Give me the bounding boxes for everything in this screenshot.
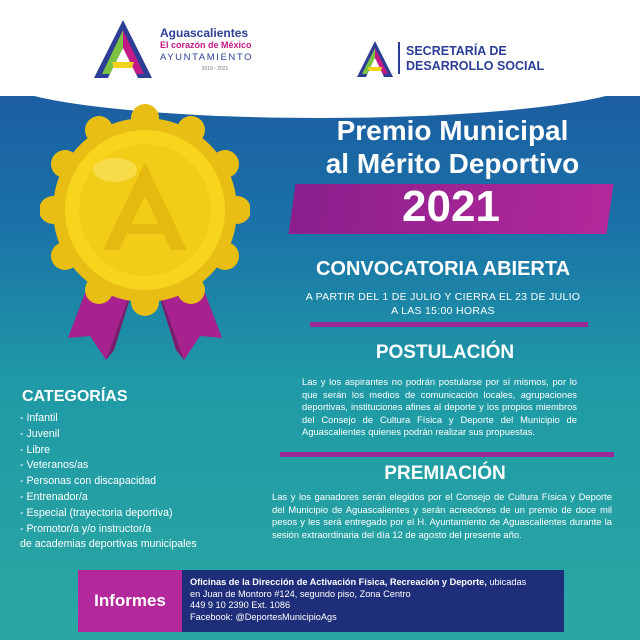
postulacion-title: POSTULACIÓN: [375, 342, 515, 363]
informes-address: en Juan de Montoro #124, segundo piso, Zona Centro: [190, 588, 411, 599]
premiacion-text: Las y los ganadores serán elegidos por el Consejo de Cultura Física y Deporte del Municipio de Aguascalientes y serán acreedores de un premio de doce mil pesos y les será entregado por el H. Ayuntamiento de Aguascalientes durante la sesión extraordinaria del día 12 de agosto del presente año.: [272, 491, 612, 540]
informes-office: Oficinas de la Dirección de Activación Física, Recreación y Deporte,: [190, 577, 487, 587]
award-title-line2: al Mérito Deportivo: [325, 148, 580, 179]
convocatoria-dates-line2: A LAS 15:00 HORAS: [391, 305, 495, 317]
categorias-title: CATEGORÍAS: [22, 388, 128, 405]
premiacion-title: PREMIACIÓN: [384, 463, 506, 484]
secretaria-divider: [398, 42, 400, 74]
secretaria-name: [406, 44, 544, 74]
secretaria-line1: SECRETARÍA DE: [406, 44, 507, 58]
convocatoria-dates-line1: A PARTIR DEL 1 DE JULIO Y CIERRA EL 23 DE JULIO: [305, 291, 581, 303]
ayuntamiento-logo-icon: [92, 18, 154, 80]
informes-phone: 449 9 10 2390 Ext. 1086: [190, 600, 291, 611]
list-item: - Veteranos/as: [20, 459, 89, 472]
postulacion-text: Las y los aspirantes no podrán postularse por sí mismos, por lo que serán los medios de comunicación locales, agrupaciones deportivas, instituciones afines al deporte y los propios miembros del Consejo de Cultura Física y Deporte del Municipio de Aguascalientes quienes podrán realizar sus propuestas.: [302, 376, 577, 438]
list-item: - Entrenador/a: [20, 490, 88, 503]
divider-bar: [280, 452, 614, 457]
list-item: de academias deportivas municipales: [20, 538, 197, 551]
informes-facebook: Facebook: @DeportesMunicipioAgs: [190, 611, 337, 622]
award-title: [280, 114, 625, 180]
award-title-line1: Premio Municipal: [336, 115, 569, 146]
city-name: Aguascalientes: [160, 26, 249, 40]
divider-bar: [310, 322, 588, 327]
informes-details: [190, 577, 560, 623]
list-item: - Especial (trayectoria deportiva): [20, 506, 173, 519]
list-item: - Libre: [20, 443, 51, 456]
list-item: - Personas con discapacidad: [20, 475, 157, 488]
ayuntamiento-logo-text: [160, 26, 270, 72]
city-motto: El corazón de México: [160, 40, 252, 50]
medal-icon: [40, 98, 250, 388]
ayuntamiento-label: AYUNTAMIENTO: [160, 52, 254, 63]
informes-line1: [190, 577, 560, 589]
informes-office-rest: ubicadas: [486, 577, 527, 587]
list-item: - Juvenil: [20, 427, 60, 440]
categorias-list: [20, 411, 197, 553]
award-year: 2021: [402, 182, 500, 231]
administration-years: 2019 - 2021: [201, 66, 229, 72]
secretaria-logo-icon: [356, 40, 394, 78]
convocatoria-dates: [272, 290, 614, 318]
secretaria-line2: DESARROLLO SOCIAL: [406, 59, 545, 73]
convocatoria-title: CONVOCATORIA ABIERTA: [315, 258, 571, 280]
informes-label: Informes: [78, 570, 182, 632]
list-item: - Infantil: [20, 412, 58, 424]
list-item: - Promotor/a y/o instructor/a: [20, 522, 152, 535]
